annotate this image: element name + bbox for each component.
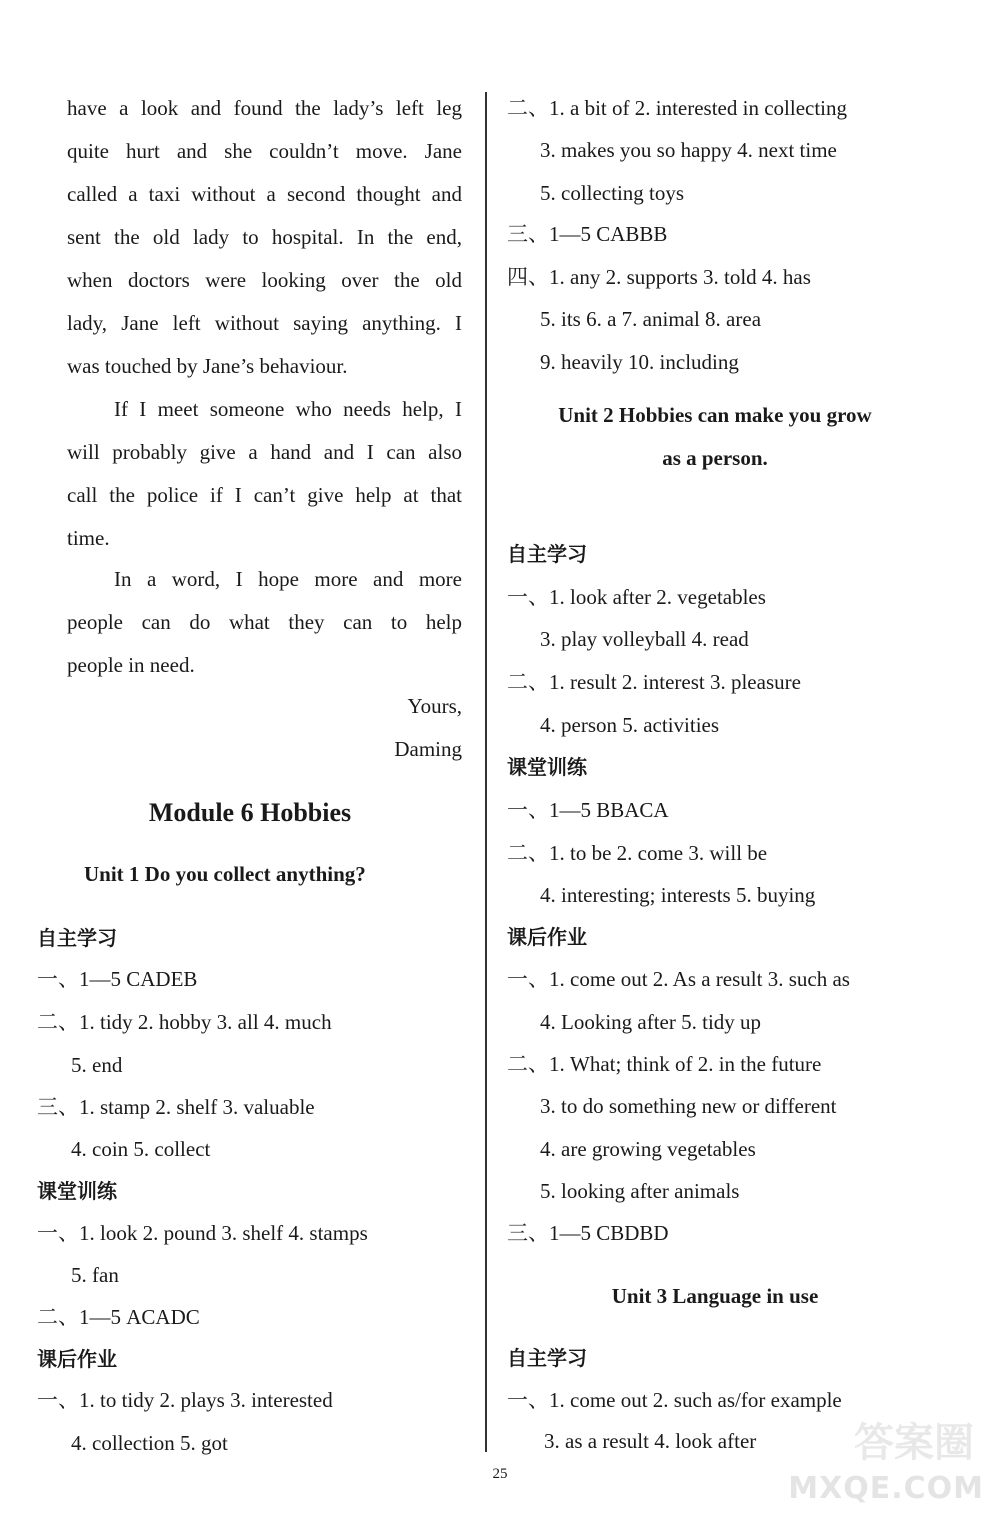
section-heading: 自主学习 <box>37 926 117 950</box>
letter-line: when doctors were looking over the old <box>67 268 462 292</box>
answer-line: 4. collection 5. got <box>71 1431 228 1455</box>
unit-title: Unit 2 Hobbies can make you grow <box>558 403 872 427</box>
answer-line: 5. fan <box>71 1263 119 1287</box>
letter-line: call the police if I can’t give help at that <box>67 483 462 507</box>
answer-line: 一、1—5 BBACA <box>507 798 669 822</box>
answer-line: 四、1. any 2. supports 3. told 4. has <box>507 265 811 289</box>
section-heading: 自主学习 <box>507 542 587 566</box>
answer-line: 二、1. a bit of 2. interested in collecting <box>507 96 847 120</box>
answer-line: 3. to do something new or different <box>540 1094 837 1118</box>
section-heading: 课堂训练 <box>37 1179 117 1203</box>
letter-line: people can do what they can to help <box>67 610 462 634</box>
answer-line: 5. collecting toys <box>540 181 685 205</box>
letter-line: have a look and found the lady’s left leg <box>67 96 462 120</box>
unit-title: Unit 3 Language in use <box>611 1284 819 1308</box>
letter-line: In a word, I hope more and more <box>114 567 462 591</box>
answer-line: 二、1—5 ACADC <box>37 1305 200 1329</box>
answer-line: 三、1—5 CABBB <box>507 222 668 246</box>
answer-line: 一、1. to tidy 2. plays 3. interested <box>37 1388 333 1412</box>
letter-line: will probably give a hand and I can also <box>67 440 462 464</box>
answer-line: 三、1—5 CBDBD <box>507 1221 669 1245</box>
answer-line: 二、1. result 2. interest 3. pleasure <box>507 670 801 694</box>
column-divider <box>485 92 487 1452</box>
answer-line: 二、1. to be 2. come 3. will be <box>507 841 768 865</box>
letter-line: people in need. <box>67 653 195 677</box>
letter-line: lady, Jane left without saying anything. I <box>67 311 462 335</box>
letter-line: time. <box>67 526 110 550</box>
answer-line: 5. looking after animals <box>540 1179 740 1203</box>
section-heading: 课后作业 <box>37 1347 117 1371</box>
answer-line: 3. as a result 4. look after <box>544 1429 757 1453</box>
letter-closing: Yours, <box>407 694 462 718</box>
answer-line: 4. interesting; interests 5. buying <box>540 883 816 907</box>
answer-line: 4. person 5. activities <box>540 713 720 737</box>
letter-line: was touched by Jane’s behaviour. <box>67 354 348 378</box>
answer-line: 一、1—5 CADEB <box>37 967 198 991</box>
watermark-logo <box>754 1420 994 1516</box>
letter-line: quite hurt and she couldn’t move. Jane <box>67 139 462 163</box>
answer-line: 9. heavily 10. including <box>540 350 739 374</box>
letter-line: sent the old lady to hospital. In the end, <box>67 225 462 249</box>
answer-line: 4. Looking after 5. tidy up <box>540 1010 762 1034</box>
answer-line: 3. makes you so happy 4. next time <box>540 138 837 162</box>
answer-line: 4. coin 5. collect <box>71 1137 211 1161</box>
answer-line: 一、1. look 2. pound 3. shelf 4. stamps <box>37 1221 368 1245</box>
answer-line: 5. end <box>71 1053 123 1077</box>
unit-title-cont: as a person. <box>662 446 768 470</box>
answer-line: 一、1. come out 2. such as/for example <box>507 1388 842 1412</box>
letter-line: called a taxi without a second thought and <box>67 182 462 206</box>
answer-line: 二、1. What; think of 2. in the future <box>507 1052 822 1076</box>
section-heading: 课后作业 <box>507 925 587 949</box>
answer-line: 三、1. stamp 2. shelf 3. valuable <box>37 1095 315 1119</box>
answer-line: 5. its 6. a 7. animal 8. area <box>540 307 762 331</box>
answer-line: 二、1. tidy 2. hobby 3. all 4. much <box>37 1010 332 1034</box>
answer-line: 一、1. look after 2. vegetables <box>507 585 766 609</box>
answer-line: 3. play volleyball 4. read <box>540 627 749 651</box>
section-heading: 自主学习 <box>507 1346 587 1370</box>
page-number: 25 <box>492 1466 508 1482</box>
watermark-cn: 答案圈 <box>854 1420 974 1466</box>
answer-line: 4. are growing vegetables <box>540 1137 756 1161</box>
letter-line: If I meet someone who needs help, I <box>114 397 462 421</box>
answer-line: 一、1. come out 2. As a result 3. such as <box>507 967 850 991</box>
letter-signature: Daming <box>394 737 462 761</box>
section-heading: 课堂训练 <box>507 755 587 779</box>
module-title: Module 6 Hobbies <box>148 798 352 827</box>
unit-title: Unit 1 Do you collect anything? <box>84 862 366 886</box>
watermark-url: MXQE.COM <box>788 1471 984 1506</box>
